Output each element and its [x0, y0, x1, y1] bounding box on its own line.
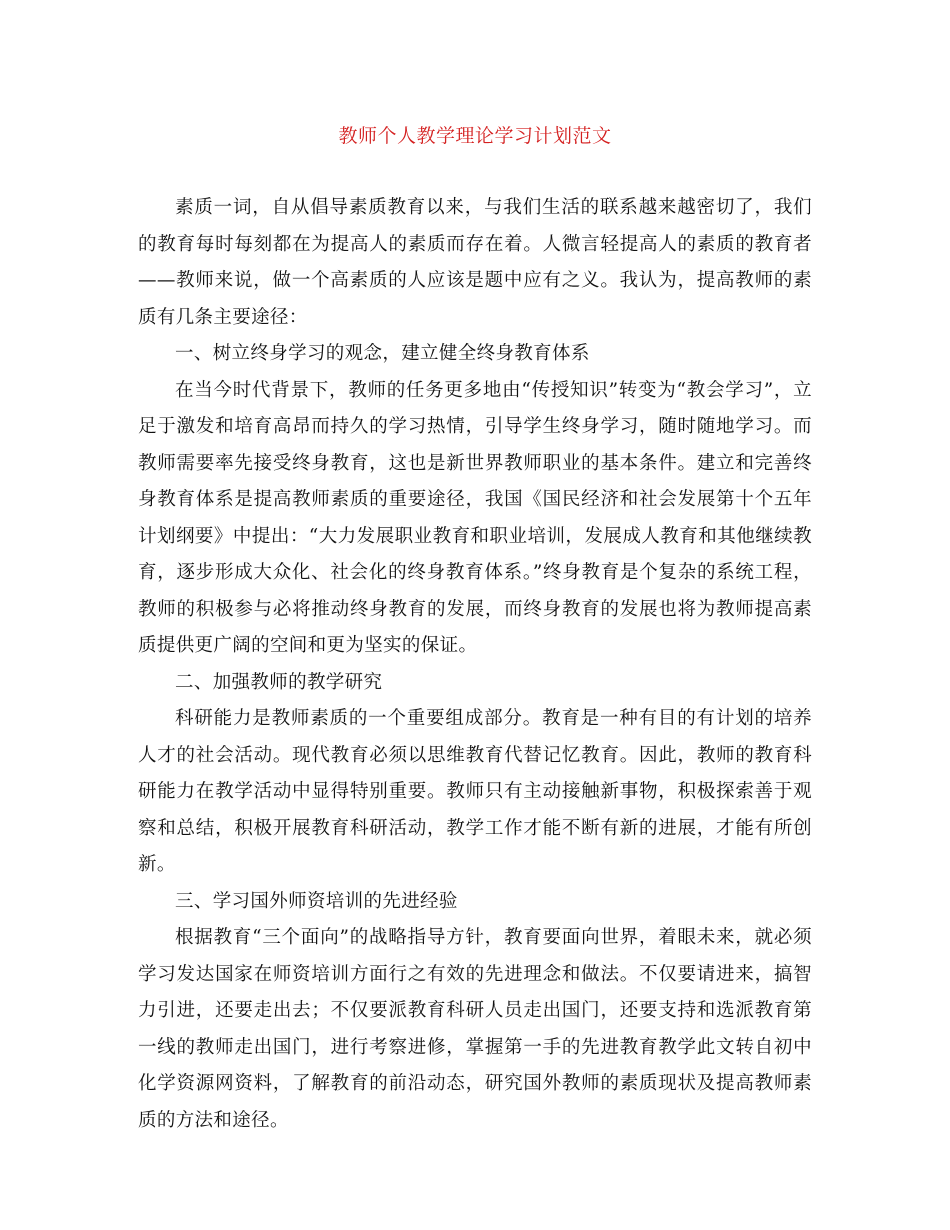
section-heading-3: 三、学习国外师资培训的先进经验 — [175, 890, 458, 912]
document-body — [138, 190, 812, 1139]
section-2-paragraph: 科研能力是教师素质的一个重要组成部分。教育是一种有目的有计划的培养人才的社会活动。现代教育必须以思维教育代替记忆教育。因此，教师的教育科研能力在教学活动中显得特别重要。教师只有主动接触新事物，积极探索善于观察和总结，积极开展教育科研活动，教学工作才能不断有新的进展，才能有所创新。 — [138, 708, 812, 875]
document-title: 教师个人教学理论学习计划范文 — [338, 125, 612, 147]
section-3-paragraph: 根据教育“三个面向”的战略指导方针，教育要面向世界，着眼未来，就必须学习发达国家在师资培训方面行之有效的先进理念和做法。不仅要请进来，搞智力引进，还要走出去；不仅要派教育科研人员走出国门，还要支持和选派教育第一线的教师走出国门，进行考察进修，掌握第一手的先进教育教学此文转自初中化学资源网资料，了解教育的前沿动态，研究国外教师的素质现状及提高教师素质的方法和途径。 — [138, 927, 812, 1131]
intro-paragraph: 素质一词，自从倡导素质教育以来，与我们生活的联系越来越密切了，我们的教育每时每刻都在为提高人的素质而存在着。人微言轻提高人的素质的教育者——教师来说，做一个高素质的人应该是题中应有之义。我认为，提高教师的素质有几条主要途径： — [138, 197, 812, 328]
section-1-paragraph: 在当今时代背景下，教师的任务更多地由“传授知识”转变为“教会学习”，立足于激发和培育高昂而持久的学习热情，引导学生终身学习，随时随地学习。而教师需要率先接受终身教育，这也是新世界教师职业的基本条件。建立和完善终身教育体系是提高教师素质的重要途径，我国《国民经济和社会发展第十个五年计划纲要》中提出：“大力发展职业教育和职业培训，发展成人教育和其他继续教育，逐步形成大众化、社会化的终身教育体系。”终身教育是个复杂的系统工程，教师的积极参与必将推动终身教育的发展，而终身教育的发展也将为教师提高素质提供更广阔的空间和更为坚实的保证。 — [138, 379, 812, 656]
section-heading-2: 二、加强教师的教学研究 — [175, 671, 383, 693]
section-heading-1: 一、树立终身学习的观念，建立健全终身教育体系 — [175, 343, 590, 364]
